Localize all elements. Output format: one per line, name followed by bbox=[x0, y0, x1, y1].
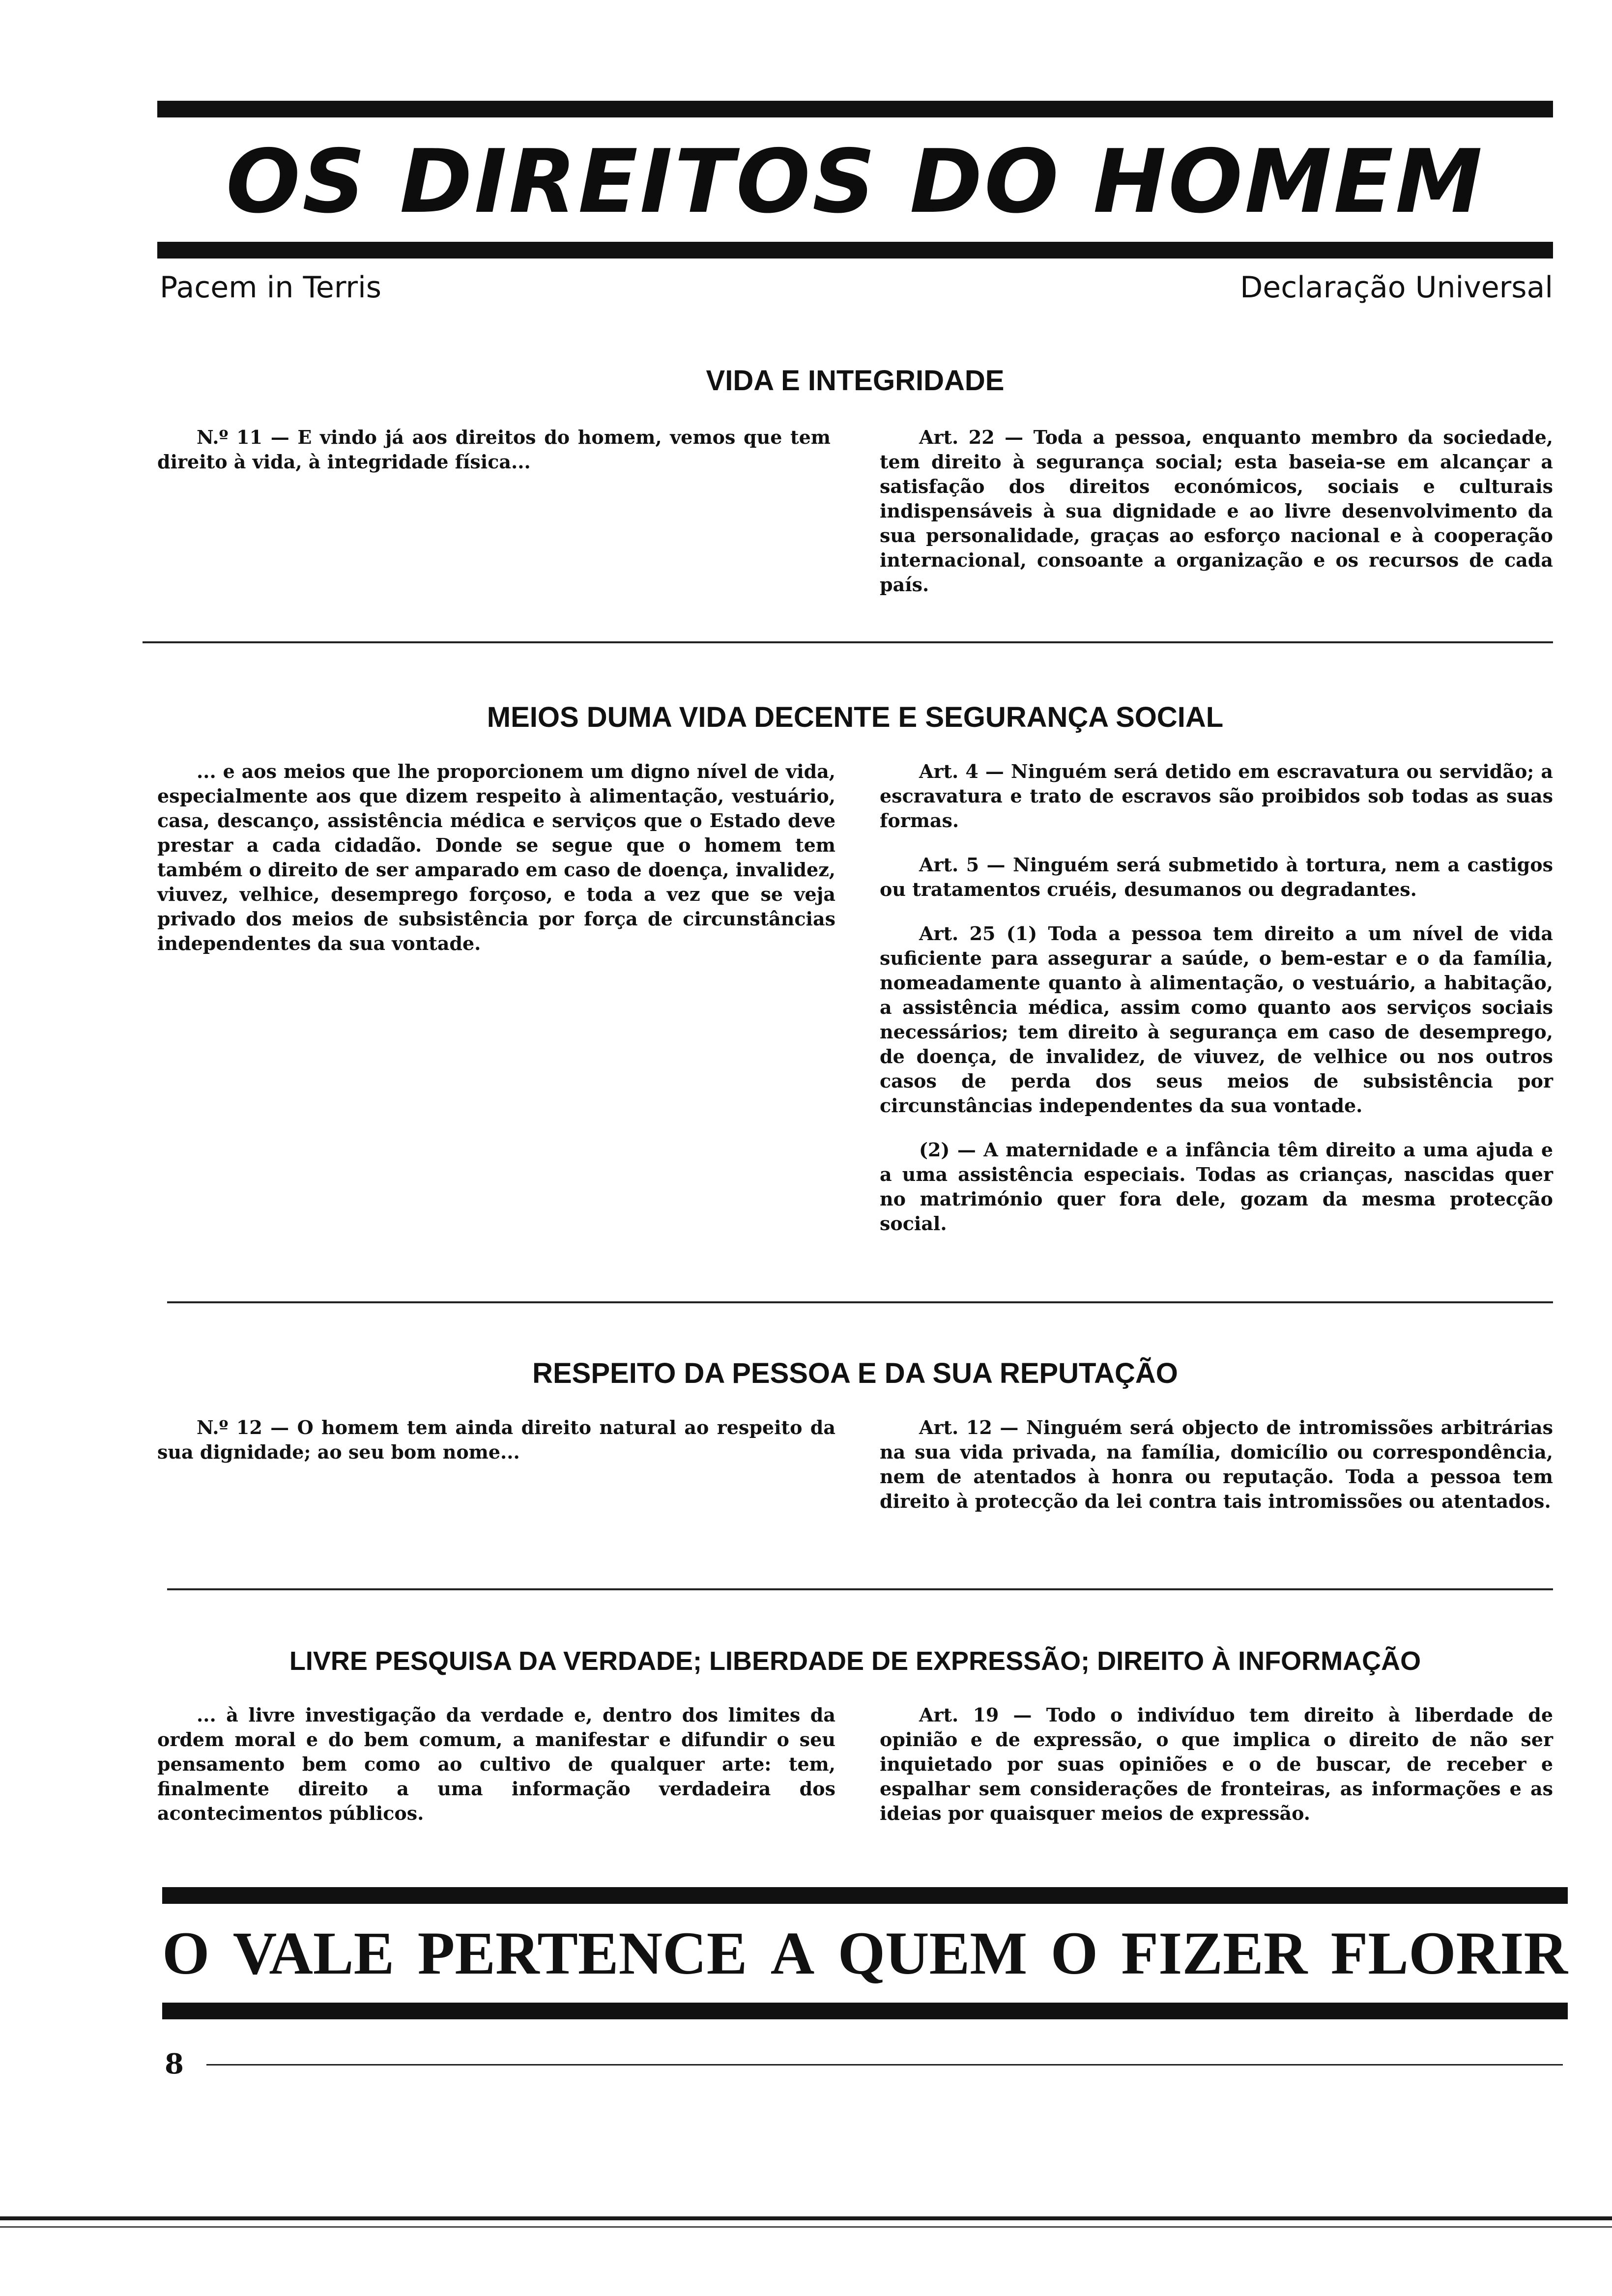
slogan-bottom-rule bbox=[162, 2003, 1568, 2019]
paragraph: ... à livre investigação da verdade e, dentro dos limites da ordem moral e do bem comum, a manifestar e difundir o seu pensamento bem como ao cultivo de qualquer arte: tem, finalmente direito a uma informação verdadeira dos acontecimentos públicos. bbox=[157, 1704, 835, 1824]
left-column-source: Pacem in Terris bbox=[160, 270, 382, 305]
paragraph: Art. 22 — Toda a pessoa, enquanto membro da sociedade, tem direito à segurança social; esta baseia-se em alcançar a satisfação dos direitos económicos, sociais e culturais indispensáveis à sua dignidade e ao livre desenvolvimento da sua personalidade, graças ao esforço nacional e à cooperação internacional, consoante a organização e os recursos de cada país. bbox=[880, 426, 1553, 596]
slogan-word: FLORIR bbox=[1330, 1920, 1568, 1987]
paragraph: (2) — A maternidade e a infância têm direito a uma ajuda e a uma assistência especiais. Todas as crianças, nascidas quer no matrimónio quer fora dele, gozam da mesma protecção social. bbox=[880, 1139, 1553, 1234]
section-title-livre-pesquisa: LIVRE PESQUISA DA VERDADE; LIBERDADE DE EXPRESSÃO; DIREITO À INFORMAÇÃO bbox=[289, 1646, 1421, 1676]
masthead-bottom-rule bbox=[157, 242, 1553, 258]
section-respeito-pacem-text bbox=[157, 1415, 835, 1464]
section-meios-pacem-text bbox=[157, 759, 835, 956]
paragraph: Art. 12 — Ninguém será objecto de intromissões arbitrárias na sua vida privada, na família, domicílio ou correspondência, nem de atentados à honra ou reputação. Toda a pessoa tem direito à protecção da lei contra tais intromissões ou atentados. bbox=[880, 1416, 1553, 1512]
section-respeito-declaracao-text bbox=[880, 1415, 1553, 1514]
slogan-word: A bbox=[770, 1920, 815, 1987]
section-title-vida: VIDA E INTEGRIDADE bbox=[706, 365, 1005, 397]
slogan-word: O bbox=[162, 1920, 210, 1987]
scan-edge-line bbox=[0, 2226, 1612, 2228]
paragraph: Art. 25 (1) Toda a pessoa tem direito a um nível de vida suficiente para assegurar a saúde, o bem-estar e o da família, nomeadamente quanto à alimentação, o vestuário, a habitação, a assistência médica, assim como quanto aos serviços sociais necessários; tem direito à segurança em caso de desemprego, de doença, de invalidez, de viuvez, de velhice ou nos outros casos de perda dos seus meios de subsistência por circunstâncias independentes da sua vontade. bbox=[880, 922, 1553, 1117]
section-divider bbox=[167, 1301, 1553, 1303]
section-title-meios: MEIOS DUMA VIDA DECENTE E SEGURANÇA SOCIAL bbox=[487, 701, 1224, 733]
scan-edge-line bbox=[0, 2216, 1612, 2220]
paragraph: N.º 11 — E vindo já aos direitos do homem, vemos que tem direito à vida, à integridade física... bbox=[157, 426, 831, 473]
section-vida-declaracao-text bbox=[880, 425, 1553, 597]
right-column-source: Declaração Universal bbox=[1240, 270, 1553, 305]
section-livre-pesquisa-declaracao-text bbox=[880, 1703, 1553, 1826]
section-divider bbox=[143, 641, 1553, 643]
paragraph: Art. 19 — Todo o indivíduo tem direito à liberdade de opinião e de expressão, o que implica o direito de não ser inquietado por suas opiniões e o de buscar, de receber e espalhar sem considerações de fronteiras, as informações e as ideias por quaisquer meios de expressão. bbox=[880, 1704, 1553, 1824]
slogan-word: PERTENCE bbox=[417, 1920, 748, 1987]
page-number-display: 8 bbox=[165, 2048, 184, 2080]
section-title-respeito: RESPEITO DA PESSOA E DA SUA REPUTAÇÃO bbox=[532, 1357, 1178, 1389]
paragraph: ... e aos meios que lhe proporcionem um digno nível de vida, especialmente aos que dizem respeito à alimentação, vestuário, casa, descanço, assistência médica e serviços que o Estado deve prestar a cada cidadão. Donde se segue que o homem tem também o direito de ser amparado em caso de doença, invalidez, viuvez, velhice, desemprego forçoso, e toda a vez que se veja privado dos meios de subsistência por força de circunstâncias independentes da sua vontade. bbox=[157, 760, 835, 954]
page-title: OS DIREITOS DO HOMEM bbox=[226, 131, 1485, 232]
slogan-word: O bbox=[1050, 1920, 1098, 1987]
section-vida-pacem-text bbox=[157, 425, 831, 474]
section-meios-declaracao-text bbox=[880, 759, 1553, 1236]
footer-rule bbox=[206, 2064, 1563, 2066]
slogan-word: QUEM bbox=[837, 1920, 1028, 1987]
paragraph: Art. 5 — Ninguém será submetido à tortura, nem a castigos ou tratamentos cruéis, desumanos ou degradantes. bbox=[880, 854, 1553, 900]
slogan-word: VALE bbox=[232, 1920, 395, 1987]
slogan bbox=[162, 1907, 1568, 2000]
slogan-word: FIZER bbox=[1121, 1920, 1308, 1987]
section-divider bbox=[167, 1588, 1553, 1590]
paragraph: Art. 4 — Ninguém será detido em escravatura ou servidão; a escravatura e trato de escravos são proibidos sob todas as suas formas. bbox=[880, 760, 1553, 832]
paragraph: N.º 12 — O homem tem ainda direito natural ao respeito da sua dignidade; ao seu bom nome... bbox=[157, 1416, 835, 1463]
section-livre-pesquisa-pacem-text bbox=[157, 1703, 835, 1826]
masthead-top-rule bbox=[157, 101, 1553, 117]
slogan-top-rule bbox=[162, 1887, 1568, 1904]
